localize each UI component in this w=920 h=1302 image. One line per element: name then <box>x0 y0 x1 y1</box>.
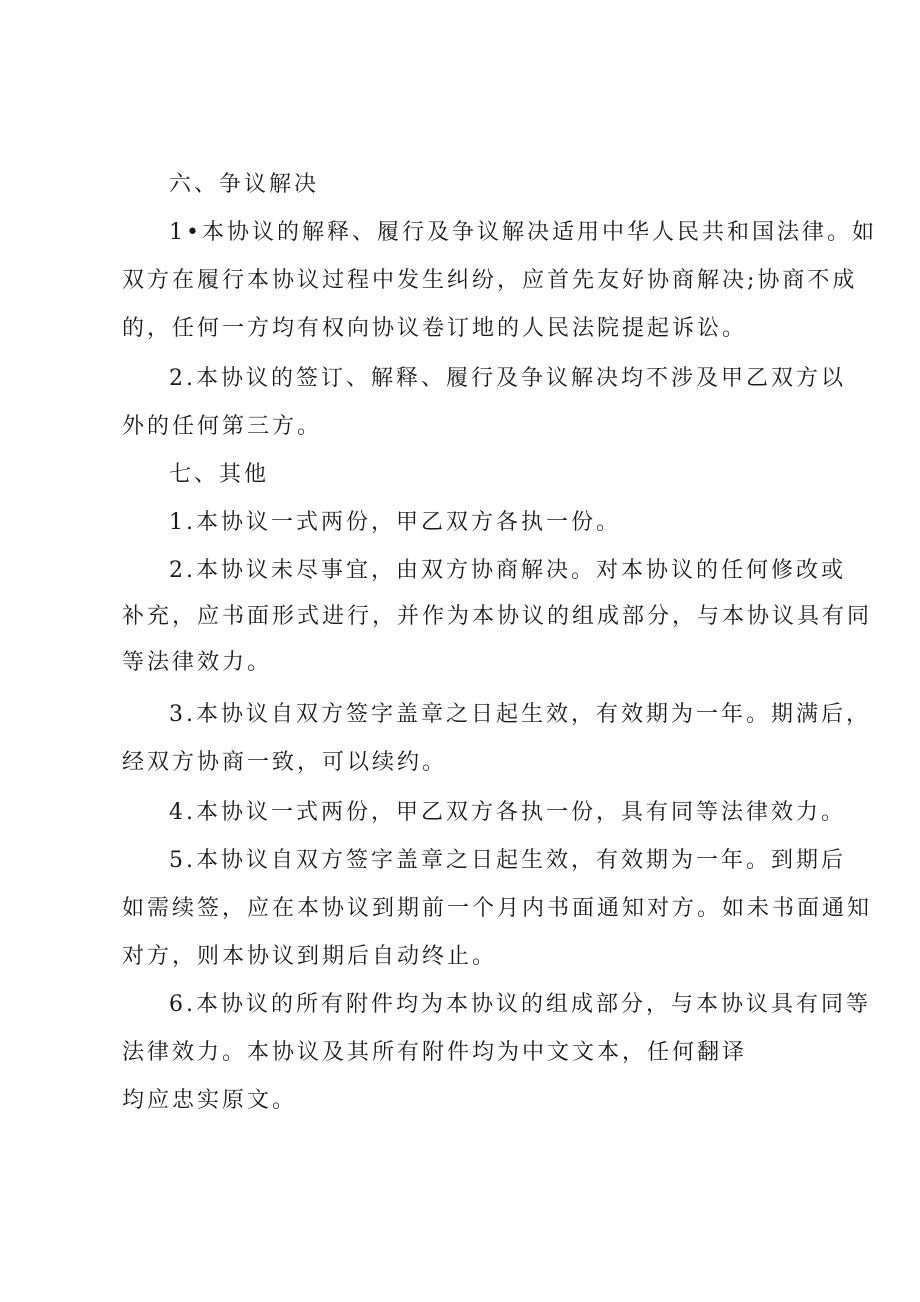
paragraph-line: 对方，则本协议到期后自动终止。 <box>122 944 498 969</box>
paragraph-line: 如需续签，应在本协议到期前一个月内书面通知对方。如未书面通知 <box>122 896 873 921</box>
paragraph-line: 6.本协议的所有附件均为本协议的组成部分，与本协议具有同等 <box>169 992 871 1017</box>
paragraph-line: 经双方协商一致，可以续约。 <box>122 750 448 775</box>
paragraph-line: 的，任何一方均有权向协议卷订地的人民法院提起诉讼。 <box>122 316 748 341</box>
paragraph-line: 双方在履行本协议过程中发生纠纷，应首先友好协商解决;协商不成 <box>122 268 858 293</box>
paragraph-line: 法律效力。本协议及其所有附件均为中文文本，任何翻译 <box>122 1040 748 1065</box>
paragraph-line: 1.本协议一式两份，甲乙双方各执一份。 <box>169 510 621 535</box>
paragraph-line: 3.本协议自双方签字盖章之日起生效，有效期为一年。期满后， <box>169 702 871 727</box>
paragraph-line: 均应忠实原文。 <box>122 1088 298 1113</box>
paragraph-line: 补充，应书面形式进行，并作为本协议的组成部分，与本协议具有同 <box>122 604 873 629</box>
paragraph-line: 1•本协议的解释、履行及争议解决适用中华人民共和国法律。如 <box>169 220 877 245</box>
paragraph-line: 2.本协议的签订、解释、履行及争议解决均不涉及甲乙双方以 <box>169 366 846 391</box>
paragraph-line: 5.本协议自双方签字盖章之日起生效，有效期为一年。到期后 <box>169 848 846 873</box>
paragraph-line: 2.本协议未尽事宜，由双方协商解决。对本协议的任何修改或 <box>169 558 846 583</box>
section-heading: 六、争议解决 <box>169 172 320 197</box>
paragraph-line: 外的任何第三方。 <box>122 414 323 439</box>
paragraph-line: 4.本协议一式两份，甲乙双方各执一份，具有同等法律效力。 <box>169 800 846 825</box>
paragraph-line: 等法律效力。 <box>122 650 273 675</box>
section-heading: 七、其他 <box>169 462 270 487</box>
